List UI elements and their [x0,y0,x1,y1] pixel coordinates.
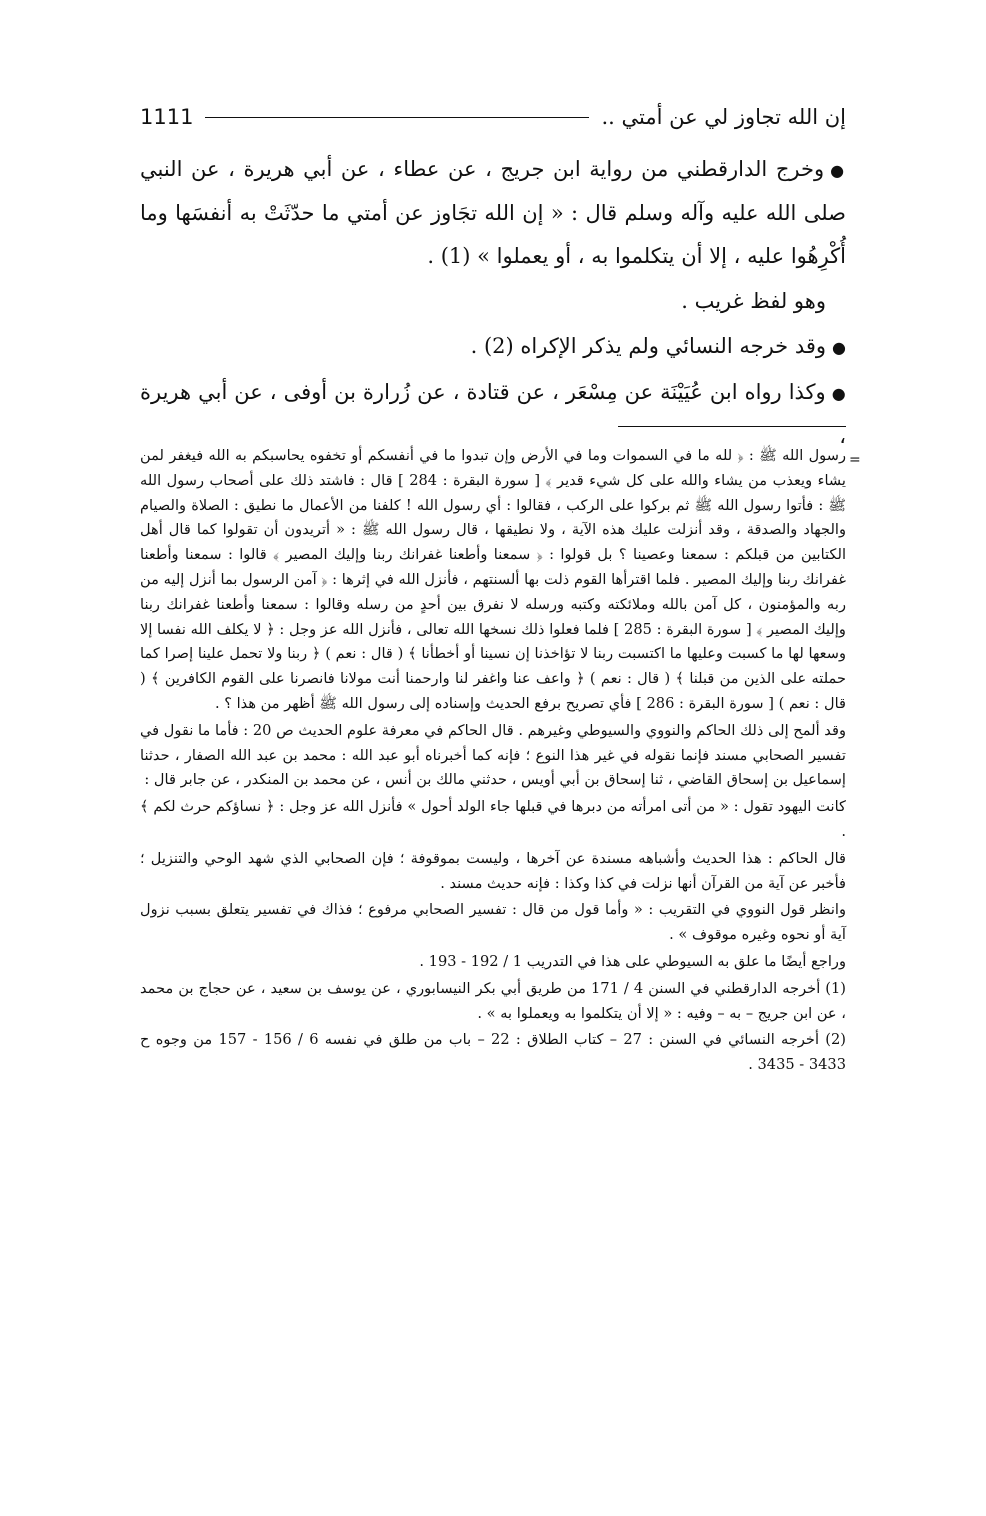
bullet-icon: ● [830,161,846,180]
main-paragraph-1: ●وخرج الدارقطني من رواية ابن جريج ، عن عطاء ، عن أبي هريرة ، عن النبي صلى الله عليه وآله وسلم قال : « إن الله تجَاوز عن أمتي ما حدّثَتْ به أنفسَها وما أُكْرِهُوا عليه ، إلا أن يتكلموا به ، أو يعملوا » (1) . [140,157,846,268]
main-text [140,148,846,460]
page-header [140,100,846,134]
running-title: إن الله تجاوز لي عن أمتي .. [601,105,846,129]
footnote-paragraph: كانت اليهود تقول : « من أتى امرأته من دبرها في قبلها جاء الولد أحول » فأنزل الله عز وجل : ﴿ نساؤكم حرث لكم ﴾ . [140,798,846,840]
bullet-icon: ● [831,384,846,403]
page-number: 1111 [140,105,194,129]
footnote-paragraph: وراجع أيضًا ما علق به السيوطي على هذا في التدريب 1 / 192 - 193 . [419,952,846,970]
main-paragraph-4: ●وكذا رواه ابن عُيَيْنَة عن مِسْعَر ، عن قتادة ، عن زُرارة بن أوفى ، عن أبي هريرة ، [140,380,846,448]
main-paragraph-3: ●وقد خرجه النسائي ولم يذكر الإكراه (2) . [470,334,846,358]
header-rule [205,117,589,118]
continuation-mark: = [849,452,861,468]
bullet-icon: ● [832,338,846,357]
footnotes [140,444,846,1080]
main-paragraph-2: وهو لفظ غريب . [681,289,826,313]
footnote-2: (2) أخرجه النسائي في السنن : 27 – كتاب الطلاق : 22 – باب من طلق في نفسه 6 / 156 - 157 من وجوه ح 3433 - 3435 . [140,1031,846,1074]
footnote-separator [618,426,846,427]
footnote-paragraph: وانظر قول النووي في التقريب : « وأما قول من قال : تفسير الصحابي مرفوع ؛ فذاك في تفسير يتعلق بسبب نزول آية أو نحوه وغيره موقوف » . [140,901,846,944]
footnote-paragraph: رسول الله ﷺ : ﴿ لله ما في السموات وما في الأرض وإن تبدوا ما في أنفسكم أو تخفوه يحاسبكم به الله فيغفر لمن يشاء ويعذب من يشاء والله على كل شيء قدير ﴾ [ سورة البقرة : 284 ] قال : فاشتد ذلك على أصحاب رسول الله ﷺ : فأتوا رسول الله ﷺ ثم بركوا على الركب ، فقالوا : أي رسول الله ! كلفنا من الأعمال ما نطيق : الصلاة والصيام والجهاد والصدقة ، وقد أنزلت عليك هذه الآية ، ولا نطيقها ، قال رسول الله ﷺ : « أتريدون أن تقولوا كما قال أهل الكتابين من قبلكم : سمعنا وعصينا ؟ بل قولوا : ﴿ سمعنا وأطعنا غفرانك ربنا وإليك المصير ﴾ قالوا : سمعنا وأطعنا غفرانك ربنا وإليك المصير . فلما اقترأها القوم ذلت بها ألسنتهم ، فأنزل الله في إثرها : ﴿ آمن الرسول بما أنزل إليه من ربه والمؤمنون ، كل آمن بالله وملائكته وكتبه ورسله لا نفرق بين أحدٍ من رسله وقالوا : سمعنا وأطعنا غفرانك ربنا وإليك المصير ﴾ [ سورة البقرة : 285 ] فلما فعلوا ذلك نسخها الله تعالى ، فأنزل الله عز وجل : ﴿ لا يكلف الله نفسا إلا وسعها لها ما كسبت وعليها ما اكتسبت ربنا لا تؤاخذنا إن نسينا أو أخطأنا ﴾ ( قال : نعم ) ﴿ ربنا ولا تحمل علينا إصرا كما حملته على الذين من قبلنا ﴾ ( قال : نعم ) ﴿ واعف عنا واغفر لنا وارحمنا أنت مولانا فانصرنا على القوم الكافرين ﴾ ( قال : نعم ) [ سورة البقرة : 286 ] فأي تصريح برفع الحديث وإسناده إلى رسول الله ﷺ أظهر من هذا ؟ . [140,447,846,712]
footnote-paragraph: قال الحاكم : هذا الحديث وأشباهه مسندة عن آخرها ، وليست بموقوفة ؛ فإن الصحابي الذي شهد الوحي والتنزيل ؛ فأخبر عن آية من القرآن أنها نزلت في كذا وكذا : فإنه حديث مسند . [140,849,846,892]
footnote-1: (1) أخرجه الدارقطني في السنن 4 / 171 من طريق أبي بكر النيسابوري ، عن يوسف بن سعيد ، عن حجاج بن محمد ، عن ابن جريج – به – وفيه : « إلا أن يتكلموا به ويعملوا به » . [140,979,846,1022]
footnote-paragraph: وقد ألمح إلى ذلك الحاكم والنووي والسيوطي وغيرهم . قال الحاكم في معرفة علوم الحديث ص 20 : فأما ما نقول في تفسير الصحابي مسند فإنما نقوله في غير هذا النوع ؛ فإنه كما أخبرناه أبو عبد الله : محمد بن عبد الله الصفار ، حدثنا إسماعيل بن إسحاق القاضي ، ثنا إسحاق بن أبي أويس ، حدثني مالك بن أنس ، عن محمد بن المنكدر ، عن جابر قال : [140,721,846,789]
